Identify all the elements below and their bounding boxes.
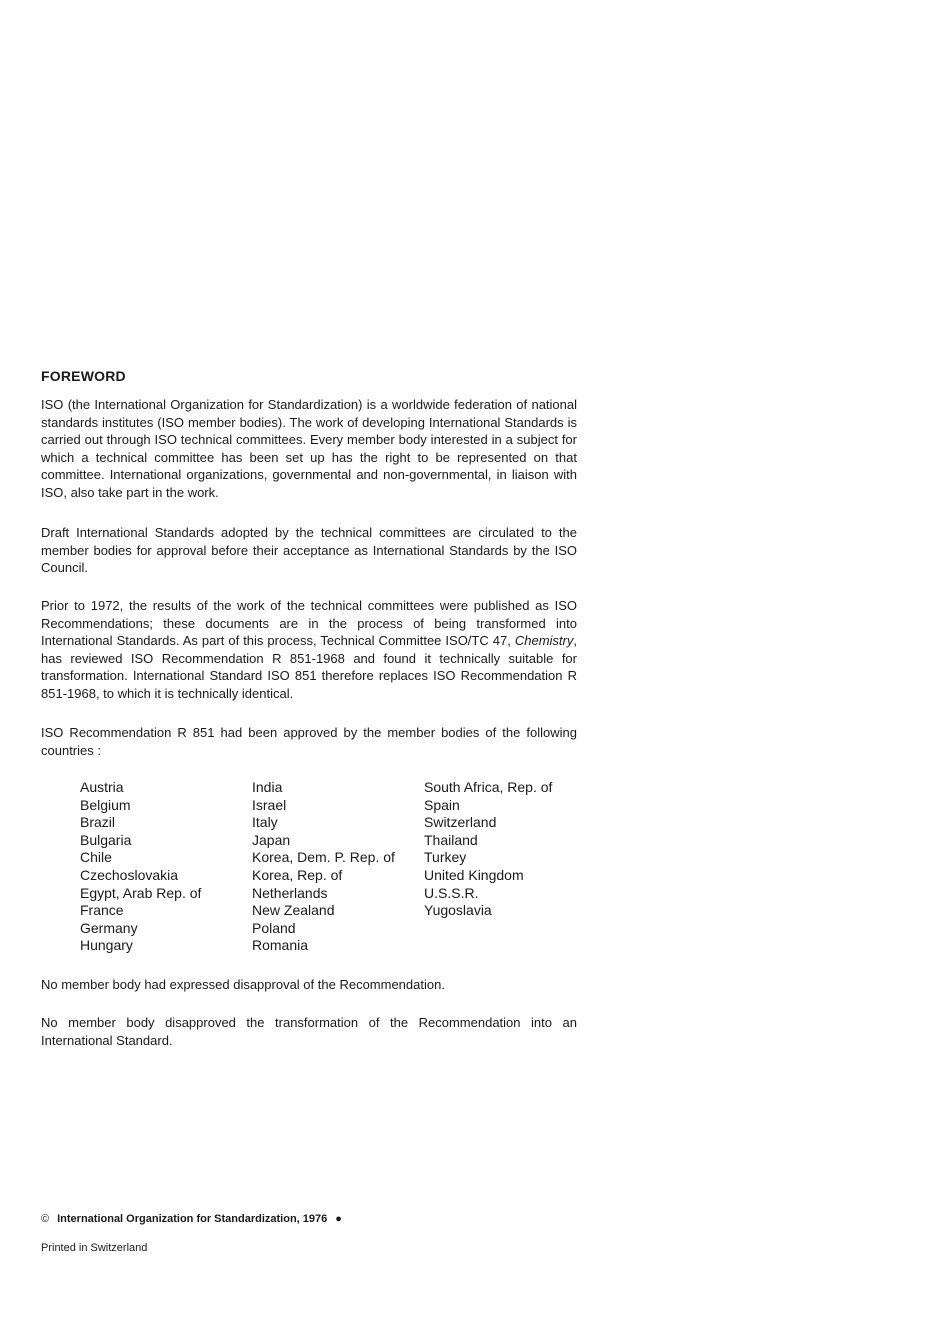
country-item: Egypt, Arab Rep. of bbox=[80, 884, 202, 901]
country-item: Korea, Dem. P. Rep. of bbox=[252, 849, 395, 866]
country-item: U.S.S.R. bbox=[424, 884, 479, 901]
country-item: Germany bbox=[80, 919, 138, 936]
copyright-notice bbox=[41, 1213, 342, 1225]
country-column-1 bbox=[80, 779, 252, 955]
paragraph-no-disapproval: No member body had expressed disapproval of the Recommendation. bbox=[41, 977, 445, 992]
country-item: Spain bbox=[424, 796, 460, 813]
country-item: Turkey bbox=[424, 849, 467, 866]
country-item: Czechoslovakia bbox=[80, 866, 179, 883]
bullet-icon: ● bbox=[335, 1213, 342, 1225]
paragraph-history bbox=[41, 597, 577, 703]
country-item: Israel bbox=[252, 796, 287, 813]
country-item: Yugoslavia bbox=[424, 902, 492, 919]
country-item: India bbox=[252, 779, 283, 795]
country-item: Bulgaria bbox=[80, 831, 132, 848]
country-item: Romania bbox=[252, 937, 309, 954]
country-item: Netherlands bbox=[252, 884, 328, 901]
country-item: Austria bbox=[80, 779, 124, 795]
country-item: Korea, Rep. of bbox=[252, 866, 343, 883]
paragraph-history-part1: Prior to 1972, the results of the work of the technical committees were published as ISO Recommendations; these documents are in the process of being transformed into International Standards. As part of this process, Technical Committee ISO/TC 47, bbox=[41, 598, 577, 649]
paragraph-iso-intro: ISO (the International Organization for Standardization) is a worldwide federation of national standards institutes (ISO member bodies). The work of developing International Standards is carried out through ISO technical committees. Every member body interested in a subject for which a technical committee has been set up has the right to be represented on that committee. International organizations, governmental and non-governmental, in liaison with ISO, also take part in the work. bbox=[41, 397, 577, 500]
committee-name: Chemistry bbox=[514, 633, 574, 649]
copyright-icon: © bbox=[41, 1213, 50, 1225]
country-item: Thailand bbox=[424, 831, 478, 848]
country-item: Japan bbox=[252, 831, 291, 848]
paragraph-transformation: No member body disapproved the transformation of the Recommendation into an International Standard. bbox=[41, 1015, 577, 1048]
country-item: Hungary bbox=[80, 937, 133, 954]
copyright-text: International Organization for Standardization, 1976 bbox=[57, 1213, 328, 1225]
country-item: United Kingdom bbox=[424, 866, 524, 883]
country-item: Poland bbox=[252, 919, 296, 936]
country-item: Belgium bbox=[80, 796, 131, 813]
country-item: South Africa, Rep. of bbox=[424, 779, 553, 795]
country-item: Chile bbox=[80, 849, 112, 866]
country-item: Italy bbox=[252, 814, 278, 831]
paragraph-history-part2: , has reviewed ISO Recommendation R 851-1968 and found it technically suitable for transformation. International Standard ISO 851 therefore replaces ISO Recommendation R 851-1968, to which it is technically identical. bbox=[41, 633, 577, 701]
country-item: New Zealand bbox=[252, 902, 335, 919]
printed-location: Printed in Switzerland bbox=[41, 1242, 148, 1254]
country-item: France bbox=[80, 902, 124, 919]
country-column-2 bbox=[252, 779, 424, 955]
country-item: Switzerland bbox=[424, 814, 497, 831]
country-column-3 bbox=[424, 779, 604, 955]
foreword-heading: FOREWORD bbox=[41, 368, 126, 384]
country-item: Brazil bbox=[80, 814, 116, 831]
paragraph-draft-standards: Draft International Standards adopted by the technical committees are circulated to the member bodies for approval before their acceptance as International Standards by the ISO Council. bbox=[41, 525, 577, 576]
paragraph-approval: ISO Recommendation R 851 had been approved by the member bodies of the following countries : bbox=[41, 725, 577, 758]
country-list bbox=[80, 779, 604, 955]
